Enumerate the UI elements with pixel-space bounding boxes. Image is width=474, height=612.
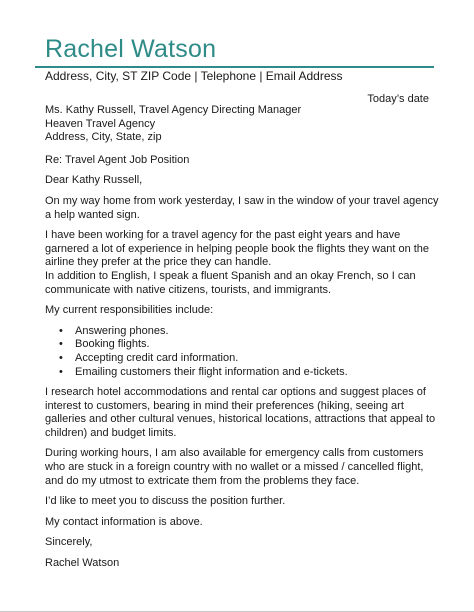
recipient-address: Address, City, State, zip bbox=[45, 131, 162, 144]
list-item bbox=[59, 324, 440, 339]
bullet-marker: • bbox=[59, 365, 63, 378]
list-item bbox=[59, 351, 440, 366]
paragraph-availability: During working hours, I am also available for emergency calls from customers who are stuck in a foreign country with no wallet or a missed / cancelled flight, and do my utmost to extricate them from the problems they face. bbox=[45, 447, 424, 487]
list-item-text: Accepting credit card information. bbox=[75, 351, 239, 364]
recipient-block bbox=[45, 104, 440, 145]
responsibilities-list bbox=[45, 325, 440, 379]
paragraph-research: I research hotel accommodations and rental car options and suggest places of interest to customers, bearing in mind their preferences (hiking, seeing art galleries and other cultural venues, historical locations, attractions that appeal to children) and budget limits. bbox=[45, 386, 436, 439]
letter-body bbox=[45, 104, 440, 578]
bullet-marker: • bbox=[59, 351, 63, 364]
salutation: Dear Kathy Russell, bbox=[45, 174, 143, 187]
letter-date: Today’s date bbox=[367, 93, 429, 105]
list-item-text: Emailing customers their flight information and e-tickets. bbox=[75, 365, 348, 378]
signature-name: Rachel Watson bbox=[45, 557, 120, 570]
paragraph-responsibilities-intro: My current responsibilities include: bbox=[45, 304, 214, 317]
bullet-marker: • bbox=[59, 324, 63, 337]
paragraph-experience: I have been working for a travel agency for the past eight years and have garnered a lot of experience in helping people book the flights they want on the airline they prefer at the price they can handle. bbox=[45, 229, 430, 269]
list-item bbox=[59, 338, 440, 352]
paragraph-intro: On my way home from work yesterday, I saw in the window of your travel agency a help wanted sign. bbox=[45, 194, 439, 221]
list-item bbox=[59, 365, 440, 380]
list-item-text: Answering phones. bbox=[75, 324, 169, 337]
subject-line: Re: Travel Agent Job Position bbox=[45, 153, 190, 166]
sender-contact: Address, City, ST ZIP Code | Telephone | Email Address bbox=[45, 69, 343, 83]
recipient-company: Heaven Travel Agency bbox=[45, 117, 156, 130]
header-divider bbox=[35, 66, 434, 68]
bullet-marker: • bbox=[59, 338, 63, 351]
recipient-name-title: Ms. Kathy Russell, Travel Agency Directing Manager bbox=[45, 104, 302, 116]
list-item-text: Booking flights. bbox=[75, 338, 150, 351]
paragraph-contact: My contact information is above. bbox=[45, 515, 203, 528]
valediction: Sincerely, bbox=[45, 536, 93, 549]
closing-block bbox=[45, 536, 440, 570]
paragraph-meeting: I’d like to meet you to discuss the position further. bbox=[45, 495, 286, 508]
sender-name: Rachel Watson bbox=[45, 35, 217, 63]
paragraph-languages: In addition to English, I speak a fluent Spanish and an okay French, so I can communicate with native citizens, tourists, and immigrants. bbox=[45, 269, 416, 296]
